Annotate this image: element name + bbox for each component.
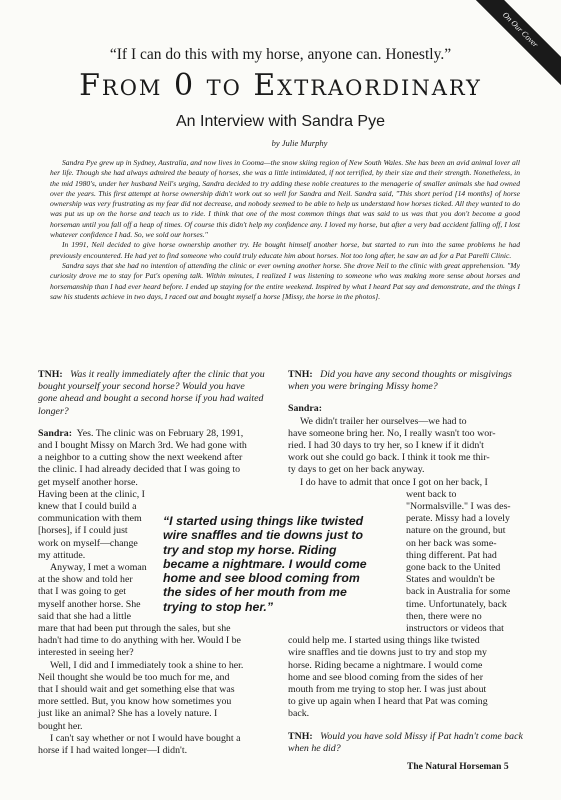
- text-line: Yes. The clinic was on February 28, 1991,: [76, 427, 244, 439]
- text-line: hadn't had time to do anything with her. Would I be: [38, 635, 241, 647]
- headline-quote: “If I can do this with my horse, anyone can. Honestly.”: [109, 46, 452, 63]
- text-line: interested in seeing her?: [38, 647, 134, 659]
- text-line: horse. Riding became a nightmare. I would come: [288, 659, 483, 671]
- intro-paragraph: Sandra Pye grew up in Sydney, Australia, and now lives in Cooma—the snow skiing region of New South Wales. She has been an avid animal lover all her life. Though she had always admired the beauty of horses, she was a little intimidated, if not terrified, by their size and their strength. Nonetheless, in the mid 1980's, under her husband Neil's urging, Sandra decided to try adding these noble creatures to the menagerie of smaller animals she had owned over the years. This first attempt at horse ownership didn't work out so well for Sandra and Neil. Sandra said, "This short period [14 months] of horse ownership was very frustrating as my fear did not decrease, and nobody seemed to be able to help us understand how horses ticked. All they wanted to do was put us up on the horse and teach us to ride. I think that one of the most common things that was said to us was that you don't become a good horseman until you fall off a heap of times. Of course this didn't help my confidence any. I loved my horse, but after a very bad accident falling off, I lost whatever confidence I had. So, we sold our horses.": [50, 158, 520, 240]
- question-1: [38, 369, 266, 418]
- interviewer-tag: TNH:: [288, 369, 313, 380]
- text-line: work on myself—change: [38, 537, 138, 549]
- text-line: could help me. I started using things like twisted: [288, 635, 480, 647]
- text-line: get myself another horse.: [38, 476, 138, 488]
- text-line: then, there were no: [406, 610, 482, 622]
- text-line: just like an animal? She has a lovely nature. I: [38, 708, 218, 720]
- text-line: mouth from me trying to stop her. I was just about: [288, 684, 487, 696]
- pull-quote: “I started using things like twisted wire snaffles and tie downs just to try and stop my horse. Riding became a nightmare. I would come home and see blood coming from the sides of her mouth from me trying to stop her.”: [163, 514, 367, 614]
- article-subtitle: An Interview with Sandra Pye: [176, 113, 385, 130]
- question-3: [288, 731, 524, 755]
- text-line: went back to: [406, 488, 457, 500]
- text-line: instructors or videos that: [406, 623, 504, 635]
- text-line: time. Unfortunately, back: [406, 598, 507, 610]
- text-line: said that she had a little: [38, 610, 131, 622]
- text-line: horse if I had waited longer—I didn't.: [38, 745, 188, 757]
- answer-2: [288, 403, 524, 476]
- text-line: my attitude.: [38, 549, 86, 561]
- page-footer: The Natural Horseman 5: [407, 762, 509, 772]
- text-line: have someone bring her. No, I really wasn't too wor-: [288, 427, 496, 439]
- article-title: From 0 to Extraordinary: [79, 68, 482, 103]
- text-line: wire snaffles and tie downs just to try and stop my: [288, 647, 487, 659]
- text-line: "Normalsville." I was des-: [406, 501, 511, 513]
- text-line: Neil thought she would be too much for me, and: [38, 671, 230, 683]
- question-text: Would you have sold Missy if Pat hadn't come back when he did?: [288, 730, 523, 754]
- interviewer-tag: TNH:: [288, 730, 313, 742]
- text-line: more settled. But, you know how sometimes you: [38, 696, 232, 708]
- text-line: ty days to get on her back anyway.: [288, 464, 425, 476]
- text-line: ried. I had 30 days to try her, so I knew if it didn't: [288, 440, 484, 452]
- text-line: a neighbor to a cutting show the next weekend after: [38, 452, 243, 464]
- article-byline: by Julie Murphy: [271, 138, 328, 148]
- text-line: bought her.: [38, 720, 83, 732]
- text-line: We didn't trailer her ourselves—we had to: [300, 415, 467, 427]
- interviewee-tag: Sandra:: [288, 403, 323, 415]
- text-line: knew that I could build a: [38, 501, 137, 513]
- question-2: [288, 369, 524, 393]
- interviewee-tag: Sandra:: [38, 427, 73, 439]
- text-line: States and wouldn't be: [406, 574, 495, 586]
- text-line: Anyway, I met a woman: [50, 562, 147, 574]
- text-line: communication with them: [38, 513, 142, 525]
- text-line: [horses], if I could just: [38, 525, 128, 537]
- text-line: Having been at the clinic, I: [38, 488, 145, 500]
- text-line: myself another horse. She: [38, 598, 141, 610]
- text-line: back.: [288, 708, 310, 720]
- text-line: Well, I did and I immediately took a shine to her.: [50, 659, 244, 671]
- corner-banner: On Our Cover: [460, 0, 561, 90]
- article-intro: [50, 158, 520, 302]
- text-line: and I bought Missy on March 3rd. We had gone with: [38, 440, 247, 452]
- question-text: Did you have any second thoughts or misgivings when you were bringing Missy home?: [288, 369, 512, 393]
- text-line: gone back to the United: [406, 562, 501, 574]
- text-line: nature on the ground, but: [406, 525, 506, 537]
- text-line: I do have to admit that once I got on her back, I: [300, 476, 488, 488]
- intro-paragraph: In 1991, Neil decided to give horse ownership another try. He bought himself another horse, but started to run into the same problems he had previously encountered. He had yet to find someone who could truly educate him about horses. Not too long after, he saw an ad for a Pat Parelli Clinic.: [50, 240, 520, 260]
- text-line: home and see blood coming from the sides of her: [288, 671, 483, 683]
- text-line: thing different. Pat had: [406, 549, 497, 561]
- interviewer-tag: TNH:: [38, 369, 63, 380]
- text-line: at the show and told her: [38, 574, 133, 586]
- text-line: work out she could go back. I think it took me thir-: [288, 452, 490, 464]
- text-line: perate. Missy had a lovely: [406, 513, 510, 525]
- text-line: mare that had been put through the sales, but she: [38, 623, 231, 635]
- text-line: I can't say whether or not I would have bought a: [50, 732, 241, 744]
- question-text: Was it really immediately after the clinic that you bought yourself your second horse? Would you have gone ahead and bought a second horse if you had waited longer?: [38, 369, 265, 417]
- text-line: on her back was some-: [406, 537, 497, 549]
- answer-paragraph: [38, 733, 266, 757]
- answer-paragraph: [38, 660, 266, 733]
- text-line: back in Australia for some: [406, 586, 511, 598]
- text-line: the clinic. I had already decided that I was going to: [38, 464, 241, 476]
- text-line: that I was going to get: [38, 586, 127, 598]
- text-line: that I should wait and get something else that was: [38, 684, 235, 696]
- text-line: to give up again when I heard that Pat was coming: [288, 696, 488, 708]
- intro-paragraph: Sandra says that she had no intention of attending the clinic or ever owning another horse. She drove Neil to the clinic with great apprehension. "My curiosity drove me to stay for Pat's opening talk. Within minutes, I realized I was listening to someone who was making more sense about horses and horsemanship than I had ever heard before. I ended up staying for the entire weekend. Inspired by what I heard Pat say and demonstrate, and the things I saw his students achieve in two days, I raced out and bought myself a horse [Missy, the horse in the photos].: [50, 260, 520, 301]
